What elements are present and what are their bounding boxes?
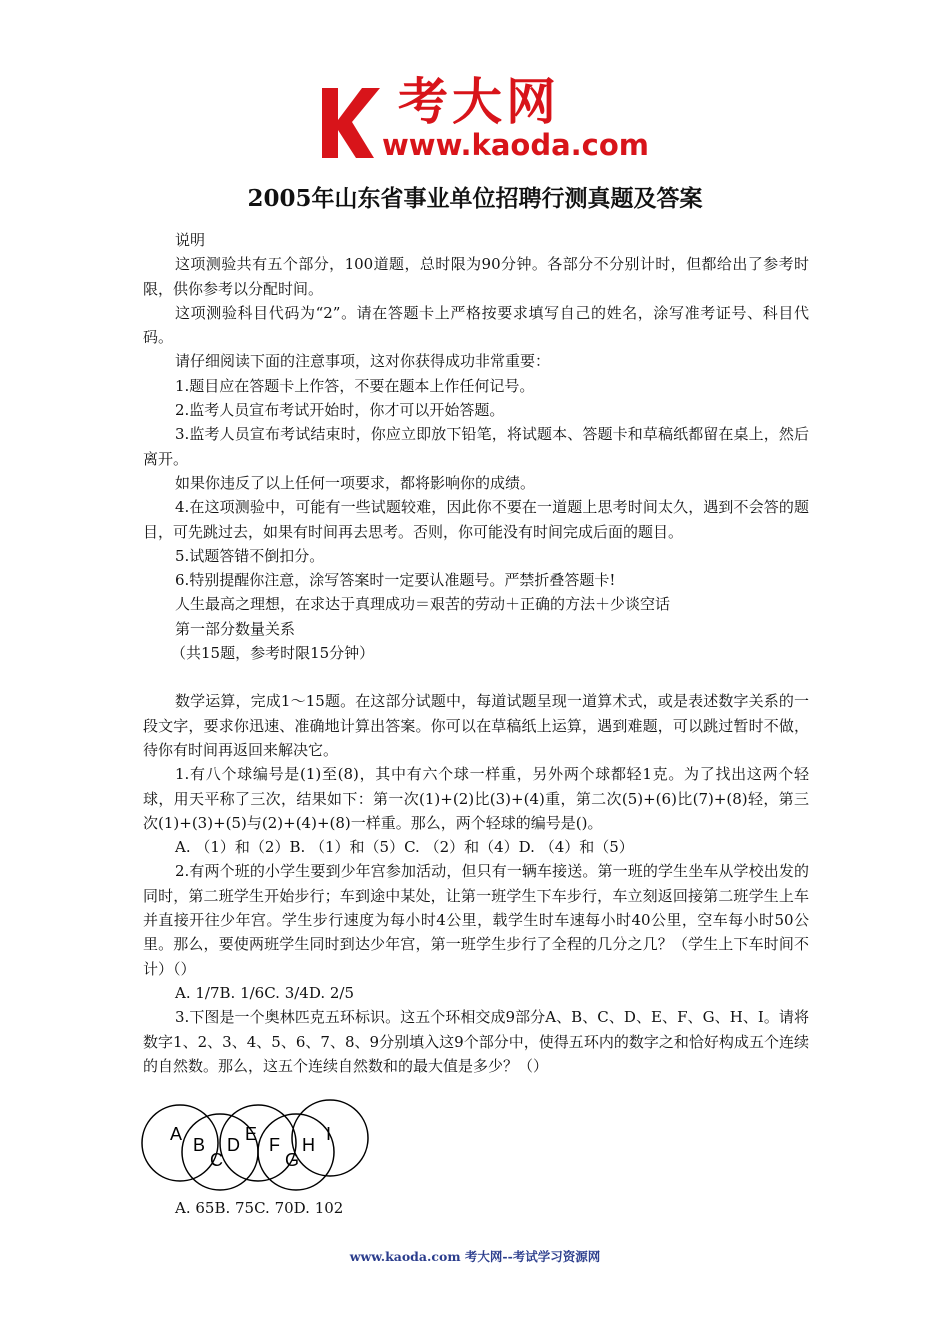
intro-paragraph: 请仔细阅读下面的注意事项，这对你获得成功非常重要： — [175, 352, 551, 371]
question-stem: 1.有八个球编号是(1)至(8)，其中有六个球一样重，另外两个球都轻1克。为了找出这两个轻球，用天平称了三次，结果如下：第一次(1)+(2)比(3)+(4)重，第二次(5)+(6)比(7)+(8)轻，第三次(1)+(3)+(5)与(2)+(4)+(8)一样重。那么，两个轻球的编号是()。 — [143, 765, 809, 832]
warning-text: 如果你违反了以上任何一项要求，都将影响你的成绩。 — [175, 473, 536, 492]
logo-chinese-name: 考大网 — [398, 73, 560, 131]
question-stem: 3.下图是一个奥林匹克五环标识。这五个环相交成9部分A、B、C、D、E、F、G、H、I。请将数字1、2、3、4、5、6、7、8、9分别填入这9个部分中，使得五环内的数字之和恰好构成五个连续的自然数。那么，这五个连续自然数和的最大值是多少？（） — [143, 1008, 809, 1075]
notice-item: 2.监考人员宣布考试开始时，你才可以开始答题。 — [175, 401, 505, 420]
ring-label: I — [326, 1124, 332, 1144]
section-description: 数学运算，完成1～15题。在这部分试题中，每道试题呈现一道算术式，或是表述数字关系的一段文字，要求你迅速、准确地计算出答案。你可以在草稿纸上运算，遇到难题，可以跳过暂时不做，待你有时间再返回来解决它。 — [143, 692, 809, 759]
ring-label: G — [285, 1150, 300, 1170]
intro-heading: 说明 — [175, 231, 206, 249]
section-subheading: （共15题，参考时限15分钟） — [171, 644, 375, 663]
ring-label: D — [227, 1135, 240, 1155]
ring-label: F — [269, 1135, 280, 1155]
notice-item: 4.在这项测验中，可能有一些试题较难，因此你不要在一道题上思考时间太久，遇到不会答的题目，可先跳过去，如果有时间再去思考。否则，你可能没有时间完成后面的题目。 — [143, 498, 809, 541]
question-options: A. （1）和（2）B. （1）和（5）C. （2）和（4）D. （4）和（5） — [175, 838, 634, 857]
notice-item: 5.试题答错不倒扣分。 — [175, 546, 325, 565]
question-options: A. 65B. 75C. 70D. 102 — [175, 1199, 344, 1217]
ring-label: E — [245, 1124, 258, 1144]
motto-text: 人生最高之理想，在求达于真理成功＝艰苦的劳动＋正确的方法＋少谈空话 — [175, 595, 671, 614]
question-stem: 2.有两个班的小学生要到少年宫参加活动，但只有一辆车接送。第一班的学生坐车从学校出发的同时，第二班学生开始步行；车到途中某处，让第一班学生下车步行，车立刻返回接第二班学生上车并直接开往少年宫。学生步行速度为每小时4公里，载学生时车速每小时40公里，空车每小时50公里。那么，要使两班学生同时到达少年宫，第一班学生步行了全程的几分之几？（学生上下车时间不计）（） — [143, 862, 809, 978]
ring-label: H — [302, 1135, 315, 1155]
question-options: A. 1/7B. 1/6C. 3/4D. 2/5 — [175, 983, 354, 1002]
ring-label: B — [193, 1135, 206, 1155]
intro-paragraph: 这项测验科目代码为“2”。请在答题卡上严格按要求填写自己的姓名，涂写准考证号、科目代码。 — [143, 303, 809, 347]
page-title: 2005年山东省事业单位招聘行测真题及答案 — [247, 185, 703, 212]
section-heading: 第一部分数量关系 — [175, 619, 296, 638]
document-body — [143, 228, 809, 1078]
footer-link[interactable]: www.kaoda.com 考大网--考试学习资源网 — [349, 1249, 601, 1264]
notice-item: 3.监考人员宣布考试结束时，你应立即放下铅笔，将试题本、答题卡和草稿纸都留在桌上，然后离开。 — [143, 425, 809, 468]
site-logo[interactable] — [318, 73, 649, 162]
logo-url: www.kaoda.com — [382, 128, 649, 162]
notice-item: 6.特别提醒你注意，涂写答案时一定要认准题号。严禁折叠答题卡! — [175, 571, 616, 590]
olympic-rings-figure — [140, 1096, 370, 1196]
notice-item: 1.题目应在答题卡上作答，不要在题本上作任何记号。 — [175, 376, 535, 395]
intro-paragraph: 这项测验共有五个部分，100道题，总时限为90分钟。各部分不分别计时，但都给出了参考时限，供你参考以分配时间。 — [143, 255, 809, 298]
ring-label: A — [170, 1124, 183, 1144]
ring-label: C — [210, 1150, 223, 1170]
